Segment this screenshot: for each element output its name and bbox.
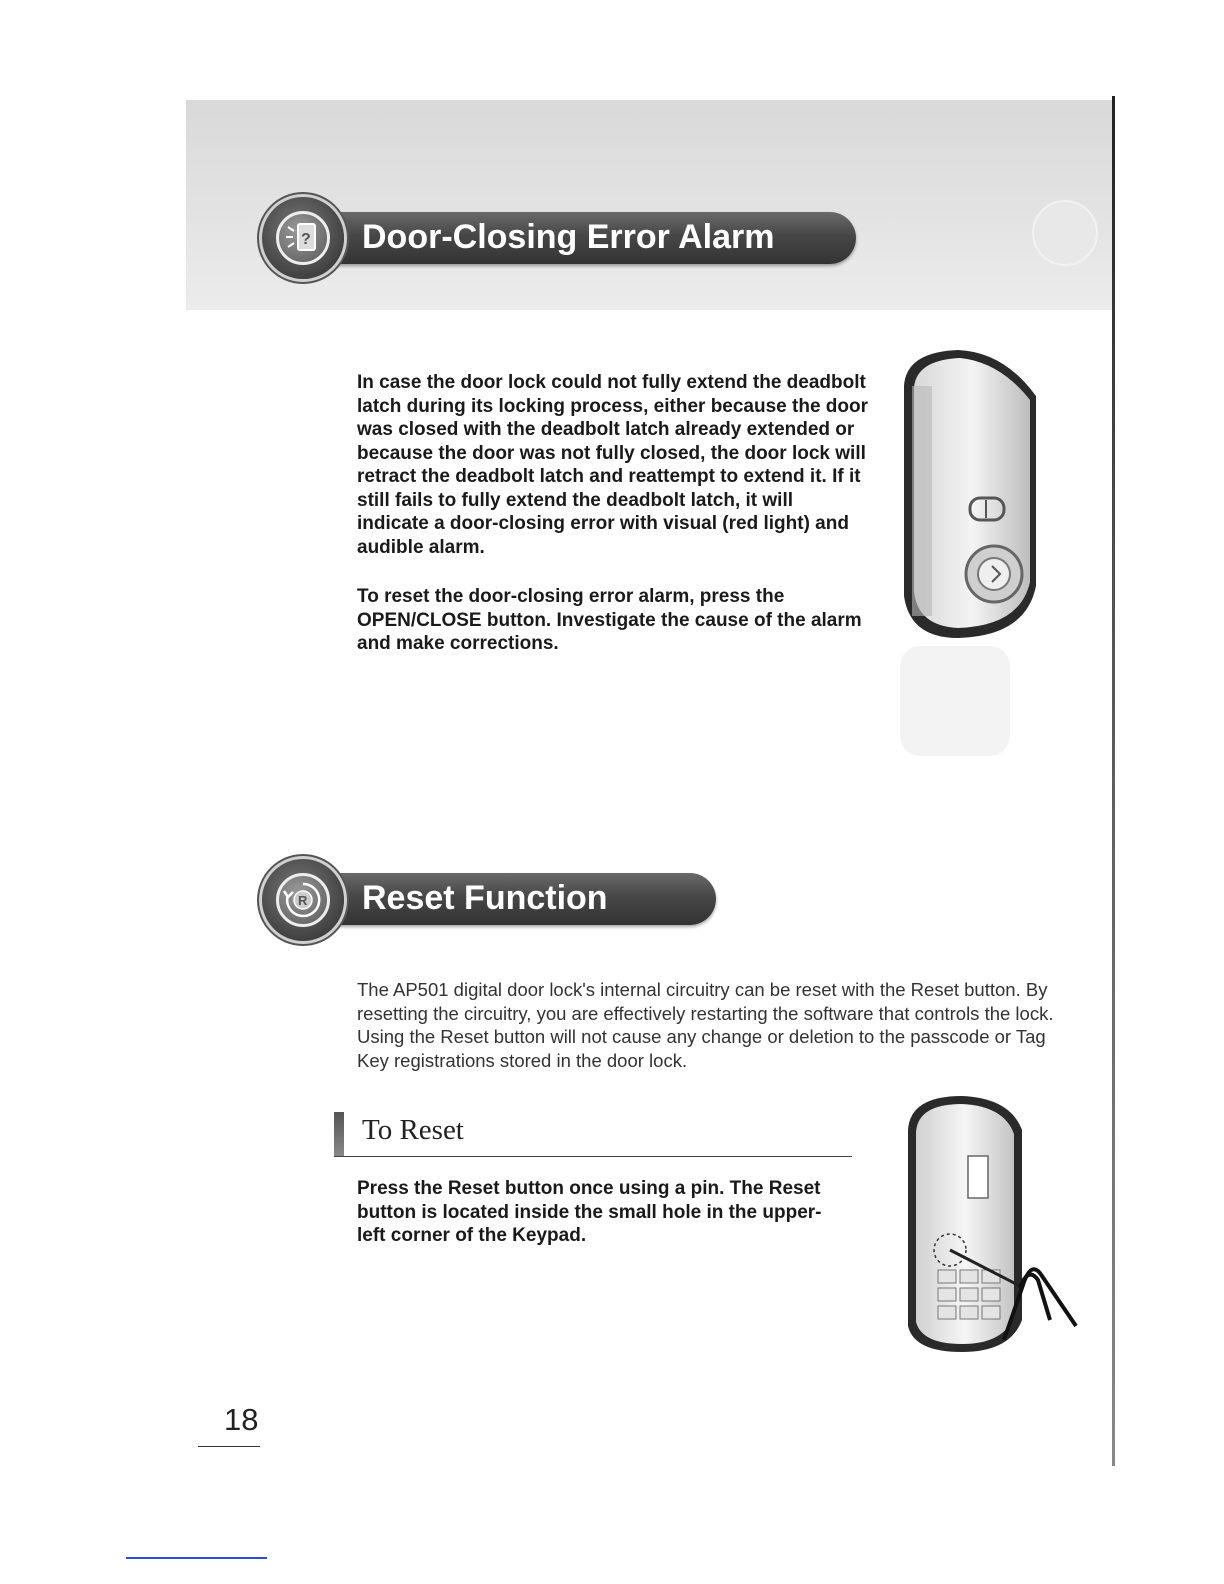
section-title: Door-Closing Error Alarm	[362, 218, 775, 256]
door-question-icon	[278, 213, 328, 263]
page-number-rule	[198, 1446, 260, 1447]
subheading-bar	[334, 1112, 344, 1156]
section-banner-reset	[296, 873, 716, 925]
reset-circle-icon	[278, 875, 328, 925]
section-title: Reset Function	[362, 879, 608, 917]
to-reset-subheading	[334, 1112, 852, 1157]
door-lock-illustration	[896, 346, 1046, 766]
svg-text:R: R	[298, 893, 308, 908]
reset-badge	[262, 859, 344, 941]
svg-text:?: ?	[301, 231, 311, 248]
reset-description: The AP501 digital door lock's internal circuitry can be reset with the Reset button. By resetting the circuitry, you are effectively restarting the software that controls the lock. Using the Reset button will not cause any change or deletion to the passcode or Tag Key registrations stored in the door lock.	[357, 979, 1054, 1071]
bottom-link-underline	[126, 1557, 267, 1559]
door-alarm-badge	[262, 197, 344, 279]
section-banner-door-closing	[296, 212, 856, 264]
faded-circle-decoration	[1032, 200, 1098, 266]
subheading-text: To Reset	[362, 1114, 464, 1146]
door-error-description: In case the door lock could not fully extend the deadbolt latch during its locking process, either because the door was closed with the deadbolt latch already extended or because the door was not fully closed, the door lock will retract the deadbolt latch and reattempt to extend it. If it still fails to fully extend the deadbolt latch, it will indicate a door-closing error with visual (red light) and audible alarm.	[357, 372, 869, 558]
door-error-reset-instruction: To reset the door-closing error alarm, press the OPEN/CLOSE button. Investigate the cause of the alarm and make corrections.	[357, 586, 862, 654]
reset-instruction: Press the Reset button once using a pin. The Reset button is located inside the small hole in the upper-left corner of the Keypad.	[357, 1178, 822, 1246]
page-edge	[1112, 96, 1115, 1466]
page-number: 18	[224, 1402, 259, 1437]
keypad-reset-illustration	[900, 1090, 1080, 1360]
